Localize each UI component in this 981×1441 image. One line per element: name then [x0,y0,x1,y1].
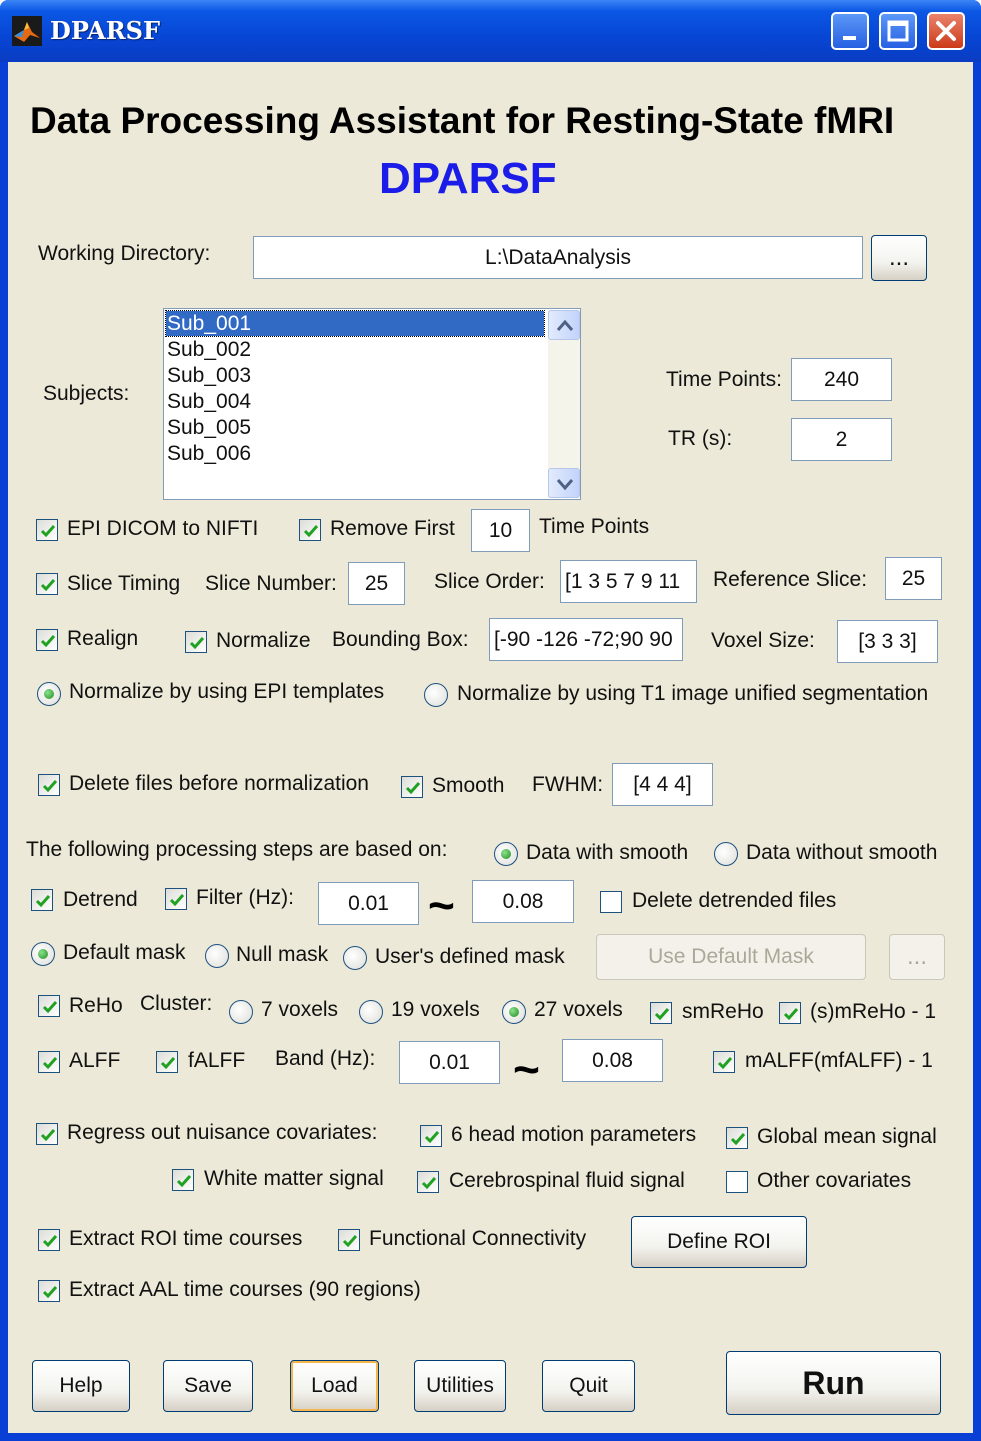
normalize-label: Normalize [216,629,311,652]
without-smooth-label: Data without smooth [746,841,938,864]
functional-connectivity-label: Functional Connectivity [369,1227,587,1250]
subjects-label: Subjects: [43,382,130,405]
bounding-box-label: Bounding Box: [332,628,469,651]
slice-number-label: Slice Number: [205,572,337,595]
checkmark-icon [39,522,57,540]
subject-item[interactable]: Sub_001 [166,311,544,336]
filter-high-input[interactable]: 0.08 [472,880,574,923]
close-icon [929,14,963,48]
app-heading: Data Processing Assistant for Resting-State fMRI [30,100,895,141]
user-mask-radio[interactable] [343,946,367,970]
cluster-27-label: 27 voxels [534,998,623,1021]
load-button[interactable]: Load [290,1360,379,1412]
working-dir-label: Working Directory: [38,242,211,265]
delete-detrended-label: Delete detrended files [632,889,837,912]
global-mean-label: Global mean signal [757,1125,937,1148]
falff-checkbox[interactable] [156,1051,178,1073]
with-smooth-radio[interactable] [494,842,518,866]
cluster-19-radio[interactable] [359,1000,383,1024]
remove-first-input[interactable]: 10 [471,509,530,552]
matlab-icon [12,16,42,46]
remove-first-label: Remove First [330,517,455,540]
checkmark-icon [34,892,52,910]
fwhm-label: FWHM: [532,773,604,796]
reference-slice-input[interactable]: 25 [885,557,942,600]
subject-item[interactable]: Sub_006 [167,442,252,465]
reference-slice-label: Reference Slice: [713,568,868,591]
checkmark-icon [188,634,206,652]
cluster-19-label: 19 voxels [391,998,480,1021]
alff-checkbox[interactable] [38,1051,60,1073]
normalize-epi-radio[interactable] [37,682,61,706]
checkmark-icon [168,891,186,909]
smreho1-checkbox[interactable] [779,1002,801,1024]
head-motion-label: 6 head motion parameters [451,1123,697,1146]
chevron-up-icon [549,311,581,341]
head-motion-checkbox[interactable] [420,1125,442,1147]
checkmark-icon [39,576,57,594]
checkmark-icon [423,1128,441,1146]
malff-label: mALFF(mfALFF) - 1 [745,1049,933,1072]
subject-item[interactable]: Sub_003 [167,364,252,387]
default-mask-label: Default mask [63,941,186,964]
detrend-checkbox[interactable] [31,889,53,911]
filter-tilde: ~ [428,879,455,931]
epi-dicom-label: EPI DICOM to NIFTI [67,517,259,540]
close-button[interactable] [927,12,965,50]
utilities-button[interactable]: Utilities [414,1360,506,1412]
define-roi-button[interactable]: Define ROI [631,1216,807,1268]
subject-item[interactable]: Sub_004 [167,390,252,413]
normalize-t1-label: Normalize by using T1 image unified segmentation [457,682,929,705]
subject-item[interactable]: Sub_005 [167,416,252,439]
detrend-label: Detrend [63,888,138,911]
slice-order-label: Slice Order: [434,570,545,593]
filter-low-input[interactable]: 0.01 [318,882,419,925]
smooth-checkbox[interactable] [401,776,423,798]
window-title: DPARSF [50,16,161,45]
slice-timing-label: Slice Timing [67,572,181,595]
checkmark-icon [41,1054,59,1072]
default-mask-radio[interactable] [31,942,55,966]
slice-order-input[interactable]: [1 3 5 7 9 11 [560,560,697,603]
band-low-input[interactable]: 0.01 [399,1041,500,1084]
filter-label: Filter (Hz): [196,886,294,909]
use-default-mask-button[interactable]: Use Default Mask [596,934,866,980]
quit-button[interactable]: Quit [542,1360,635,1412]
realign-label: Realign [67,627,139,650]
epi-dicom-checkbox[interactable] [36,519,58,541]
processing-based-label: The following processing steps are based on: [26,838,448,861]
smreho1-label: (s)mReHo - 1 [810,1000,937,1023]
app-subheading: DPARSF [379,154,557,203]
working-dir-browse-button[interactable]: ... [871,235,927,281]
reho-label: ReHo [69,994,123,1017]
cluster-label: Cluster: [140,992,213,1015]
normalize-checkbox[interactable] [185,631,207,653]
checkmark-icon [729,1130,747,1148]
smreho-label: smReHo [682,1000,764,1023]
title-bar[interactable] [0,0,981,62]
help-button[interactable]: Help [32,1360,130,1412]
normalize-t1-radio[interactable] [424,683,448,707]
slice-timing-checkbox[interactable] [36,573,58,595]
normalize-epi-label: Normalize by using EPI templates [69,680,385,703]
subjects-scrollbar[interactable] [548,310,580,498]
without-smooth-radio[interactable] [714,842,738,866]
subjects-listbox[interactable] [163,308,581,500]
mask-browse-button[interactable]: ... [889,934,945,980]
smooth-label: Smooth [432,774,505,797]
other-covariates-label: Other covariates [757,1169,912,1192]
checkmark-icon [39,1126,57,1144]
minimize-icon [833,14,867,48]
working-dir-input[interactable]: L:\DataAnalysis [253,236,863,279]
checkmark-icon [159,1054,177,1072]
checkmark-icon [41,777,59,795]
smreho-checkbox[interactable] [650,1002,672,1024]
time-points-label: Time Points: [666,368,782,391]
csf-checkbox[interactable] [417,1171,439,1193]
with-smooth-label: Data with smooth [526,841,689,864]
checkmark-icon [39,632,57,650]
other-covariates-checkbox[interactable] [726,1171,748,1193]
user-mask-label: User's defined mask [375,945,565,968]
checkmark-icon [175,1172,193,1190]
regress-covariates-label: Regress out nuisance covariates: [67,1121,378,1144]
checkmark-icon [404,779,422,797]
cluster-27-radio[interactable] [502,1000,526,1024]
tr-input[interactable]: 2 [791,418,892,461]
csf-label: Cerebrospinal fluid signal [449,1169,685,1192]
run-button[interactable]: Run [726,1351,941,1415]
maximize-button[interactable] [879,12,917,50]
global-mean-checkbox[interactable] [726,1127,748,1149]
cluster-7-label: 7 voxels [261,998,339,1021]
checkmark-icon [41,1232,59,1250]
voxel-size-input[interactable]: [3 3 3] [837,620,938,663]
subject-item[interactable]: Sub_002 [167,338,252,361]
checkmark-icon [782,1005,800,1023]
cluster-7-radio[interactable] [229,1000,253,1024]
checkmark-icon [716,1054,734,1072]
slice-number-input[interactable]: 25 [348,562,405,605]
malff-checkbox[interactable] [713,1051,735,1073]
white-matter-label: White matter signal [204,1167,384,1190]
checkmark-icon [653,1005,671,1023]
time-points-input[interactable]: 240 [791,358,892,401]
reho-checkbox[interactable] [38,995,60,1017]
voxel-size-label: Voxel Size: [711,629,815,652]
save-button[interactable]: Save [163,1360,253,1412]
scroll-down-button[interactable] [548,468,580,498]
bounding-box-input[interactable]: [-90 -126 -72;90 90 [489,618,683,661]
delete-files-label: Delete files before normalization [69,772,369,795]
maximize-icon [881,14,915,48]
extract-roi-label: Extract ROI time courses [69,1227,303,1250]
extract-aal-checkbox[interactable] [38,1280,60,1302]
filter-checkbox[interactable] [165,888,187,910]
checkmark-icon [420,1174,438,1192]
regress-covariates-checkbox[interactable] [36,1123,58,1145]
falff-label: fALFF [188,1049,246,1072]
alff-label: ALFF [69,1049,121,1072]
minimize-button[interactable] [831,12,869,50]
chevron-down-icon [549,469,581,499]
checkmark-icon [341,1232,359,1250]
tr-label: TR (s): [668,427,733,450]
realign-checkbox[interactable] [36,629,58,651]
band-label: Band (Hz): [275,1047,376,1070]
fwhm-input[interactable]: [4 4 4] [612,763,713,806]
scroll-up-button[interactable] [548,310,580,340]
checkmark-icon [41,1283,59,1301]
band-high-input[interactable]: 0.08 [562,1039,663,1082]
null-mask-label: Null mask [236,943,329,966]
checkmark-icon [302,522,320,540]
delete-detrended-checkbox[interactable] [600,891,622,913]
remove-first-checkbox[interactable] [299,519,321,541]
functional-connectivity-checkbox[interactable] [338,1229,360,1251]
null-mask-radio[interactable] [205,944,229,968]
extract-aal-label: Extract AAL time courses (90 regions) [69,1278,421,1301]
delete-files-checkbox[interactable] [38,774,60,796]
checkmark-icon [41,998,59,1016]
client-area [8,62,973,1433]
remove-first-suffix: Time Points [539,515,650,538]
white-matter-checkbox[interactable] [172,1169,194,1191]
extract-roi-checkbox[interactable] [38,1229,60,1251]
band-tilde: ~ [513,1043,540,1095]
